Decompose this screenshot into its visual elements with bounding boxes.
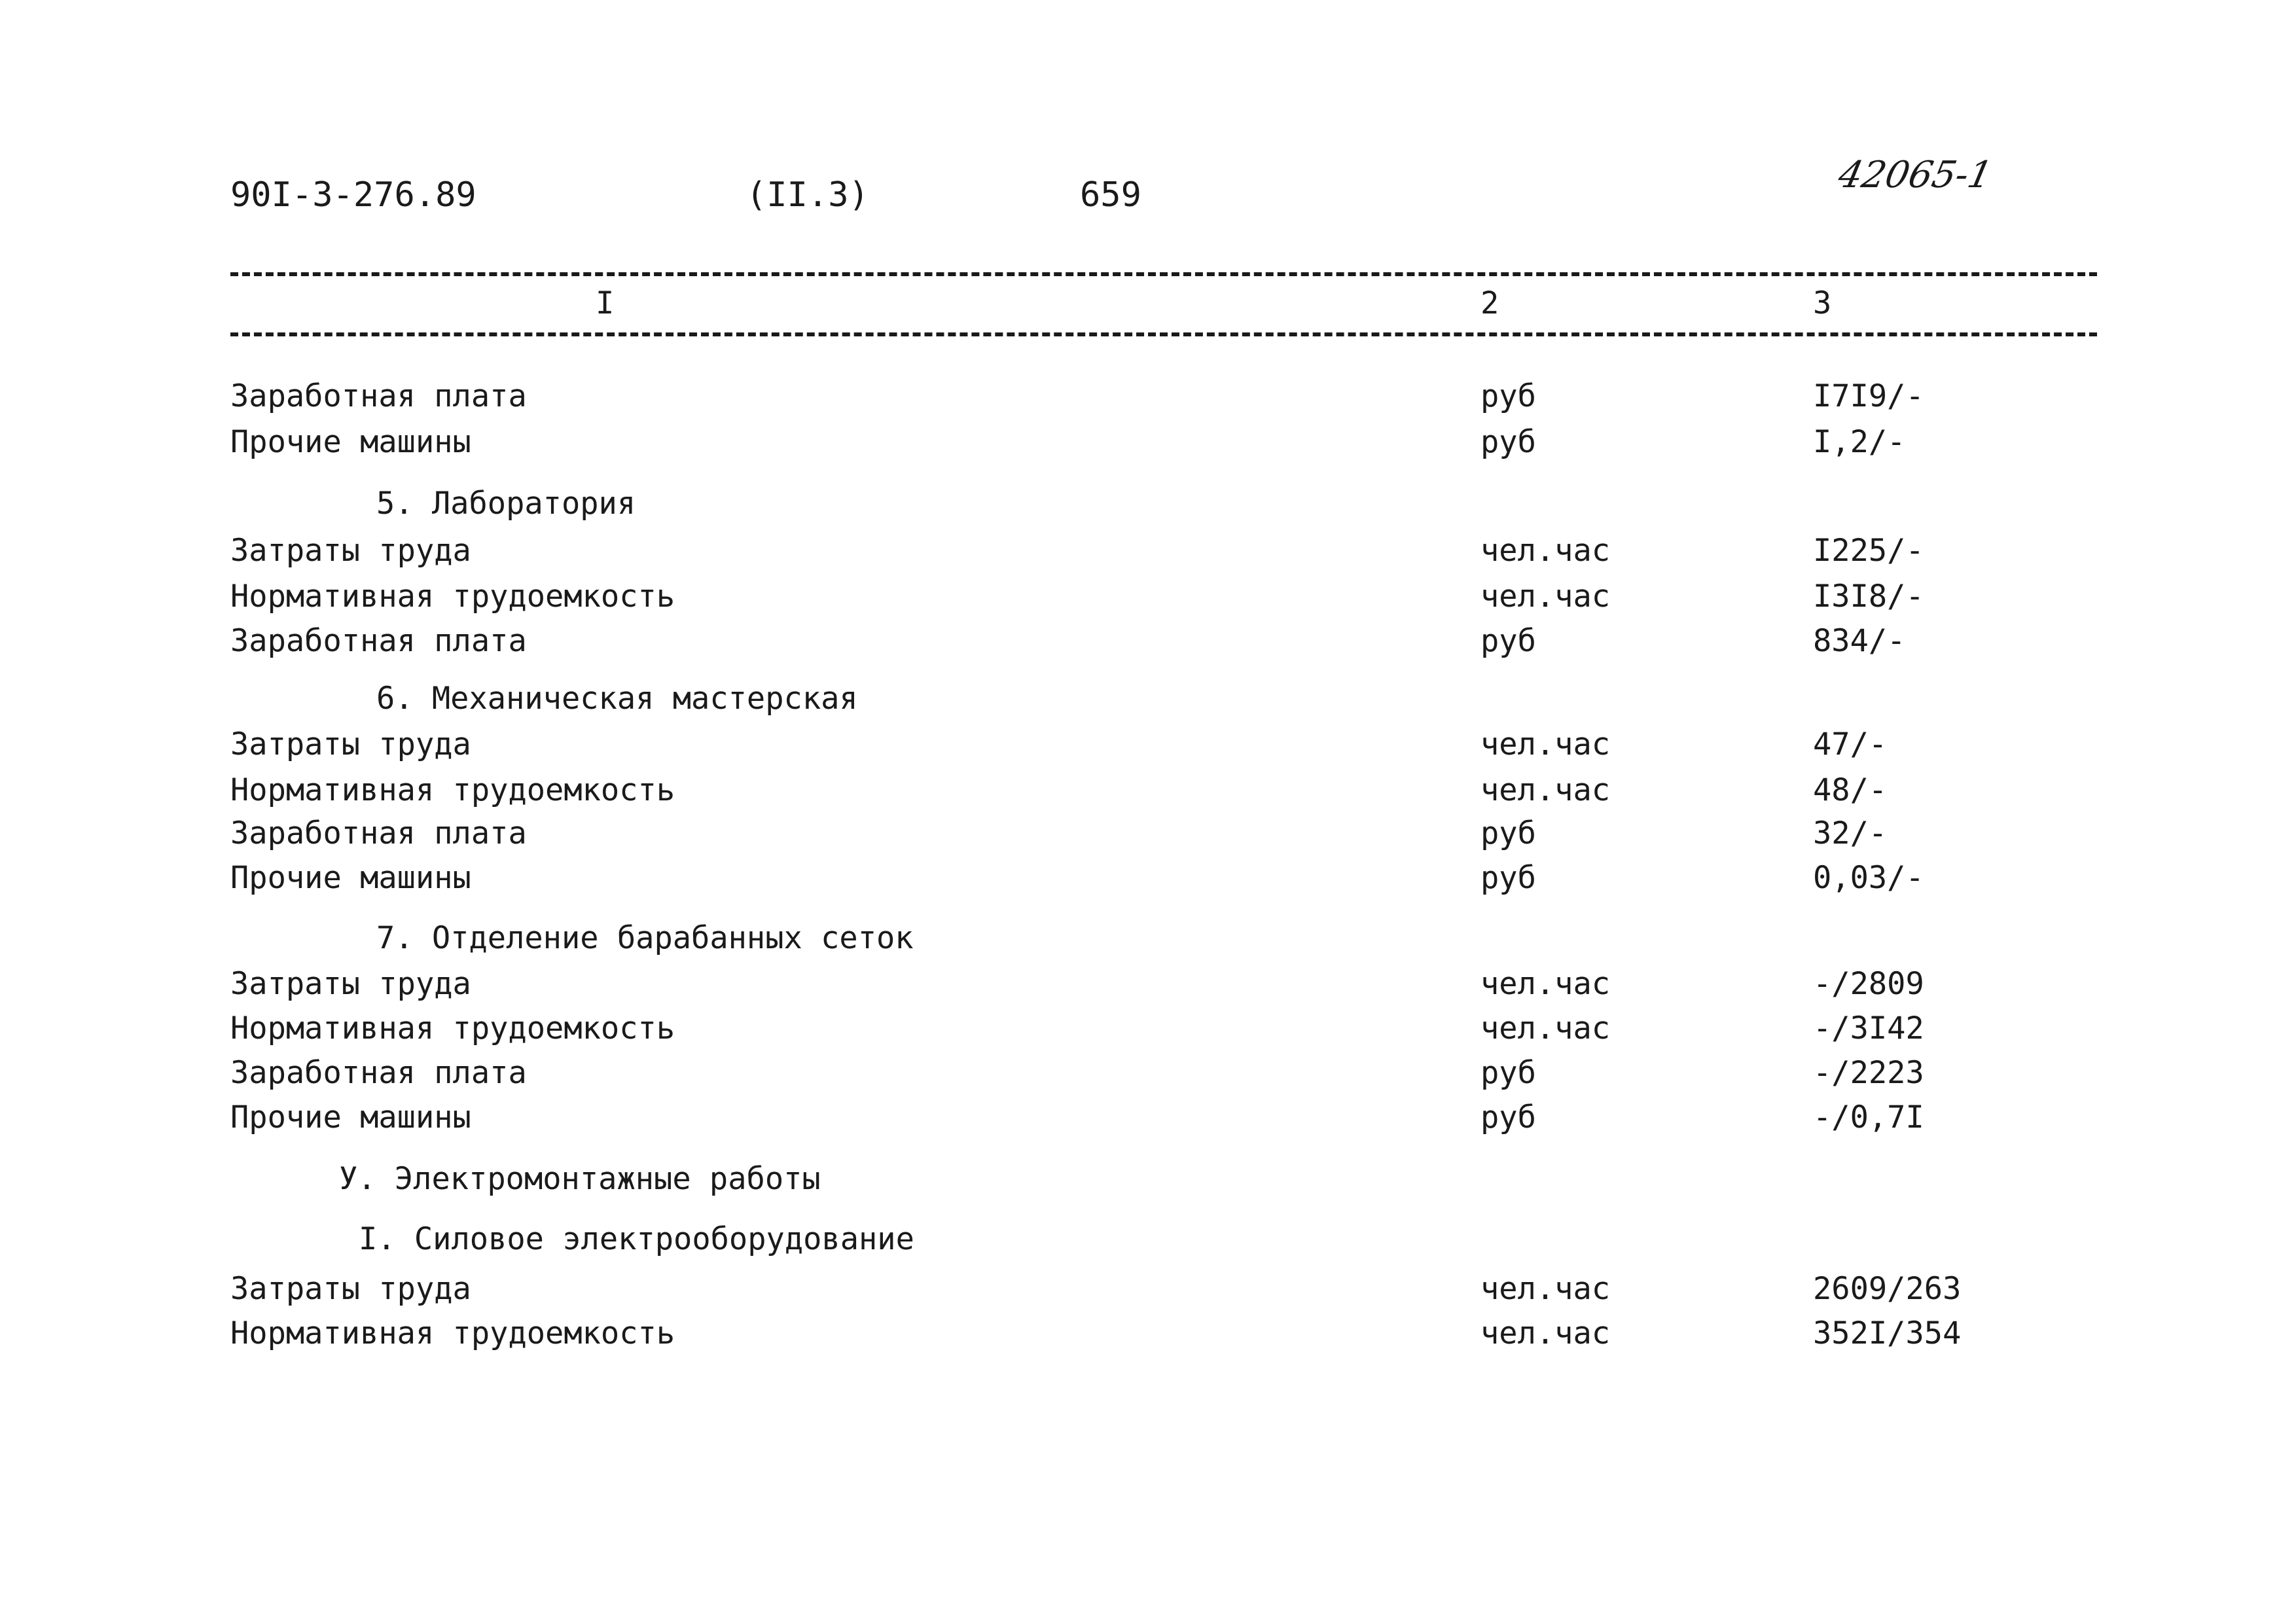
row-label: Нормативная трудоемкость (230, 1315, 675, 1351)
section-heading: 6. Механическая мастерская (376, 681, 858, 717)
section-heading: 7. Отделение барабанных сеток (376, 920, 914, 956)
row-unit: чел.час (1480, 1271, 1611, 1307)
row-unit: руб (1480, 815, 1536, 851)
page-number: 659 (1080, 175, 1141, 215)
row-value: 48/- (1813, 772, 1888, 808)
row-value: 47/- (1813, 726, 1888, 762)
section-heading: I. Силовое электрооборудование (359, 1221, 914, 1257)
column-header-1: I (596, 285, 615, 321)
table-top-rule (230, 272, 2097, 276)
row-label: Затраты труда (230, 1271, 471, 1307)
row-value: 0,03/- (1813, 860, 1924, 896)
column-header-2: 2 (1480, 285, 1499, 321)
row-unit: чел.час (1480, 1010, 1611, 1046)
section-heading: У. Электромонтажные работы (339, 1161, 821, 1197)
row-label: Заработная плата (230, 378, 527, 414)
row-value: I7I9/- (1813, 378, 1924, 414)
row-label: Затраты труда (230, 533, 471, 569)
row-unit: руб (1480, 424, 1536, 460)
row-value: 2609/263 (1813, 1271, 1962, 1307)
row-label: Прочие машины (230, 1099, 471, 1135)
row-unit: руб (1480, 378, 1536, 414)
table-header-rule (230, 332, 2097, 336)
row-value: 32/- (1813, 815, 1888, 851)
row-value: I3I8/- (1813, 579, 1924, 615)
album-number: (II.3) (746, 175, 869, 215)
row-unit: чел.час (1480, 579, 1611, 615)
row-label: Нормативная трудоемкость (230, 1010, 675, 1046)
row-value: -/2809 (1813, 966, 1924, 1002)
column-header-3: 3 (1813, 285, 1832, 321)
row-value: -/2223 (1813, 1055, 1924, 1091)
row-label: Прочие машины (230, 860, 471, 896)
row-unit: руб (1480, 623, 1536, 659)
row-label: Прочие машины (230, 424, 471, 460)
row-label: Нормативная трудоемкость (230, 579, 675, 615)
row-unit: чел.час (1480, 726, 1611, 762)
row-label: Нормативная трудоемкость (230, 772, 675, 808)
section-heading: 5. Лаборатория (376, 486, 636, 522)
row-unit: руб (1480, 1055, 1536, 1091)
row-label: Заработная плата (230, 623, 527, 659)
row-value: -/3I42 (1813, 1010, 1924, 1046)
handwritten-inventory-number: 42065-1 (1835, 154, 1996, 196)
row-label: Заработная плата (230, 1055, 527, 1091)
document-code: 90I-3-276.89 (230, 175, 476, 215)
row-value: -/0,7I (1813, 1099, 1924, 1135)
row-unit: чел.час (1480, 1315, 1611, 1351)
row-label: Затраты труда (230, 726, 471, 762)
row-value: 352I/354 (1813, 1315, 1962, 1351)
row-value: I,2/- (1813, 424, 1906, 460)
row-value: I225/- (1813, 533, 1924, 569)
row-unit: руб (1480, 860, 1536, 896)
row-unit: чел.час (1480, 966, 1611, 1002)
row-label: Заработная плата (230, 815, 527, 851)
row-unit: чел.час (1480, 772, 1611, 808)
row-value: 834/- (1813, 623, 1906, 659)
row-unit: чел.час (1480, 533, 1611, 569)
row-label: Затраты труда (230, 966, 471, 1002)
row-unit: руб (1480, 1099, 1536, 1135)
